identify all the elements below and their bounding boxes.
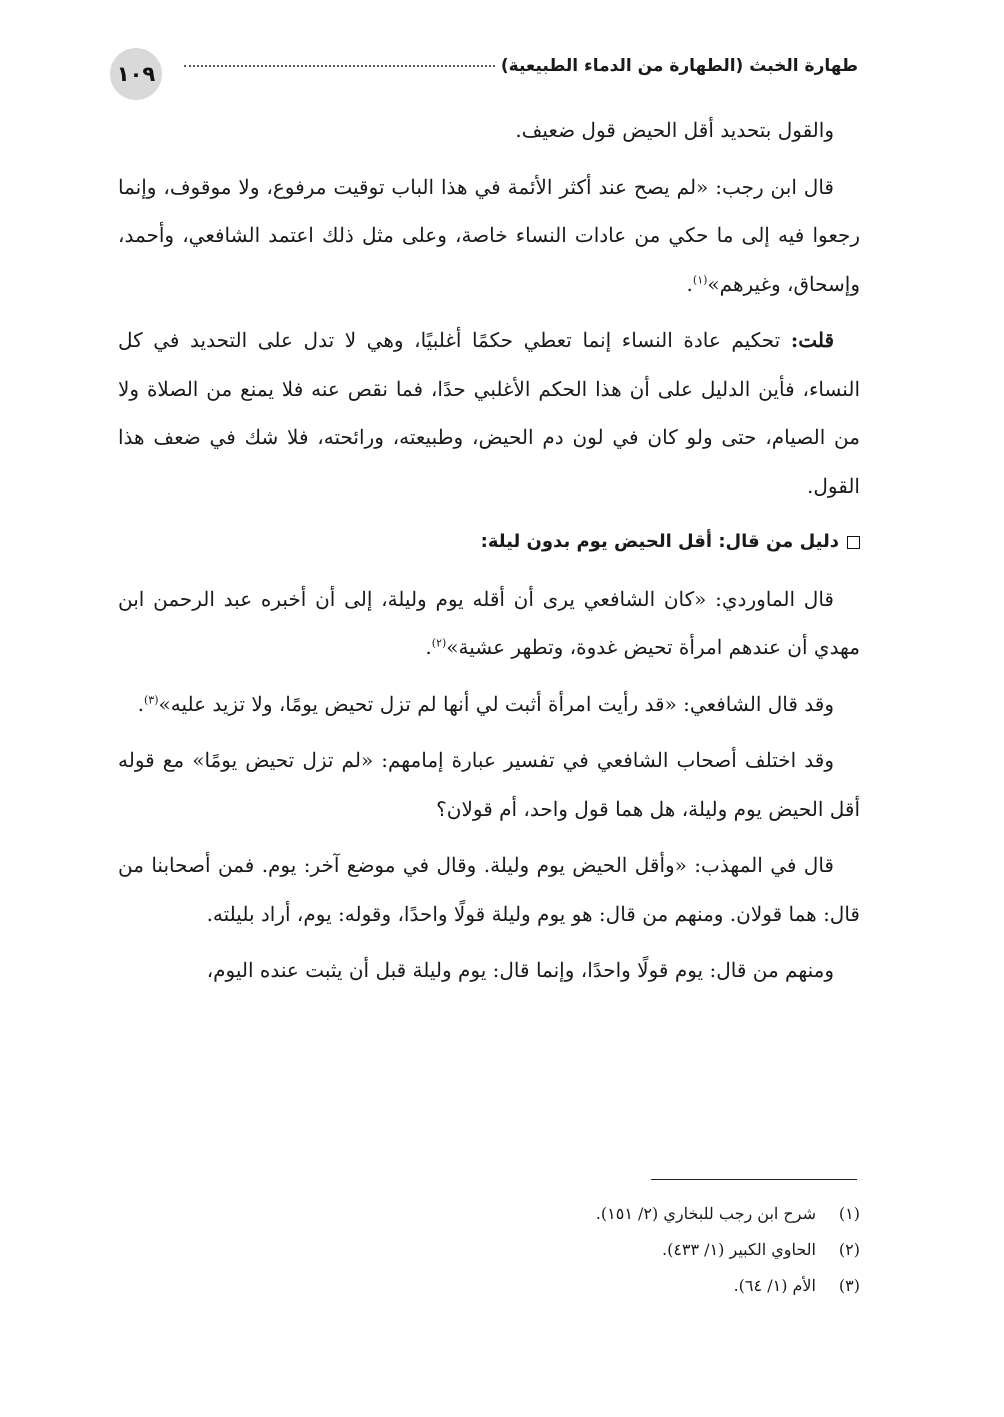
square-bullet-icon xyxy=(847,536,860,549)
paragraph-7 xyxy=(118,841,860,938)
footnote-ref-2[interactable]: (٢) xyxy=(431,636,447,650)
paragraph-6 xyxy=(118,736,860,833)
running-title: طهارة الخبث (الطهارة من الدماء الطبيعية) xyxy=(500,56,858,76)
paragraph-8-text: ومنهم من قال: يوم قولًا واحدًا، وإنما قال: يوم وليلة قبل أن يثبت عنده اليوم، xyxy=(206,958,834,982)
paragraph-2-text: قال ابن رجب: «لم يصح عند أكثر الأئمة في هذا الباب توقيت مرفوع، ولا موقوف، وإنما رجعوا فيه إلى ما حكي من عادات النساء خاصة، وعلى مثل ذلك اعتمد الشافعي، وأحمد، وإسحاق، وغيرهم» xyxy=(118,174,860,296)
paragraph-8 xyxy=(118,946,860,995)
footnote-number: (١) xyxy=(838,1204,860,1223)
footnote-text: الأم (١/ ٦٤). xyxy=(733,1276,816,1295)
footnote-ref-1[interactable]: (١) xyxy=(692,272,708,286)
paragraph-4: قال الماوردي: «كان الشافعي يرى أن أقله يوم وليلة، إلى أن أخبره عبد الرحمن ابن مهدي أن عندهم امرأة تحيض غدوة، وتطهر عشية»$^{(٢)}$. xyxy=(118,586,860,659)
paragraph-1-text: والقول بتحديد أقل الحيض قول ضعيف. xyxy=(515,118,834,142)
paragraph-2: قال ابن رجب: «لم يصح عند أكثر الأئمة في هذا الباب توقيت مرفوع، ولا موقوف، وإنما رجعوا فيه إلى ما حكي من عادات النساء خاصة، وعلى مثل ذلك اعتمد الشافعي، وأحمد، وإسحاق، وغيرهم»$^{(١)}$. xyxy=(118,174,860,296)
section-heading xyxy=(118,518,860,567)
main-text xyxy=(118,106,860,1003)
paragraph-5-text: وقد قال الشافعي: «قد رأيت امرأة أثبت لي أنها لم تزل تحيض يومًا، ولا تزيد عليه» xyxy=(158,691,834,716)
footnotes xyxy=(500,1196,860,1304)
paragraph-3-text: تحكيم عادة النساء إنما تعطي حكمًا أغلبيًا، وهي لا تدل على التحديد في كل النساء، فأين الدليل على أن هذا الحكم الأغلبي حدًا، فما نقص عنه فلا يمنع من الصلاة ولا من الصيام، حتى ولو كان في لون دم الحيض، وطبيعته، ورائحته، فلا شك في ضعف هذا القول. xyxy=(118,328,860,498)
page-number: ١٠٩ xyxy=(116,62,156,86)
paragraph-6-text: وقد اختلف أصحاب الشافعي في تفسير عبارة إمامهم: «لم تزل تحيض يومًا» مع قوله أقل الحيض يوم وليلة، هل هما قول واحد، أم قولان؟ xyxy=(118,748,860,821)
footnote-item xyxy=(500,1232,860,1268)
footnote-text: الحاوي الكبير (١/ ٤٣٣). xyxy=(661,1240,816,1259)
footnote-number: (٢) xyxy=(838,1240,860,1259)
paragraph-1 xyxy=(118,106,860,155)
footnote-item xyxy=(500,1268,860,1304)
paragraph-5: وقد قال الشافعي: «قد رأيت امرأة أثبت لي أنها لم تزل تحيض يومًا، ولا تزيد عليه»$^{(٣)}$. xyxy=(137,691,834,716)
footnote-text: شرح ابن رجب للبخاري (٢/ ١٥١). xyxy=(595,1204,816,1223)
paragraph-4-text: قال الماوردي: «كان الشافعي يرى أن أقله يوم وليلة، إلى أن أخبره عبد الرحمن ابن مهدي أن عندهم امرأة تحيض غدوة، وتطهر عشية» xyxy=(118,586,860,659)
page-number-badge xyxy=(110,48,162,100)
footnote-ref-3[interactable]: (٣) xyxy=(143,692,159,706)
running-header xyxy=(110,44,858,100)
footnote-divider xyxy=(651,1179,857,1180)
paragraph-7-text: قال في المهذب: «وأقل الحيض يوم وليلة. وقال في موضع آخر: يوم. فمن أصحابنا من قال: هما قولان. ومنهم من قال: هو يوم وليلة قولًا واحدًا، وقوله: يوم، أراد بليلته. xyxy=(118,853,860,926)
paragraph-3 xyxy=(118,316,860,510)
paragraph-3-lead: قلت: xyxy=(790,328,835,352)
dot-leader xyxy=(184,65,495,67)
footnote-item xyxy=(500,1196,860,1232)
running-title-row xyxy=(178,56,858,76)
footnote-number: (٣) xyxy=(838,1276,860,1295)
section-heading-text: دليل من قال: أقل الحيض يوم بدون ليلة: xyxy=(480,531,839,552)
